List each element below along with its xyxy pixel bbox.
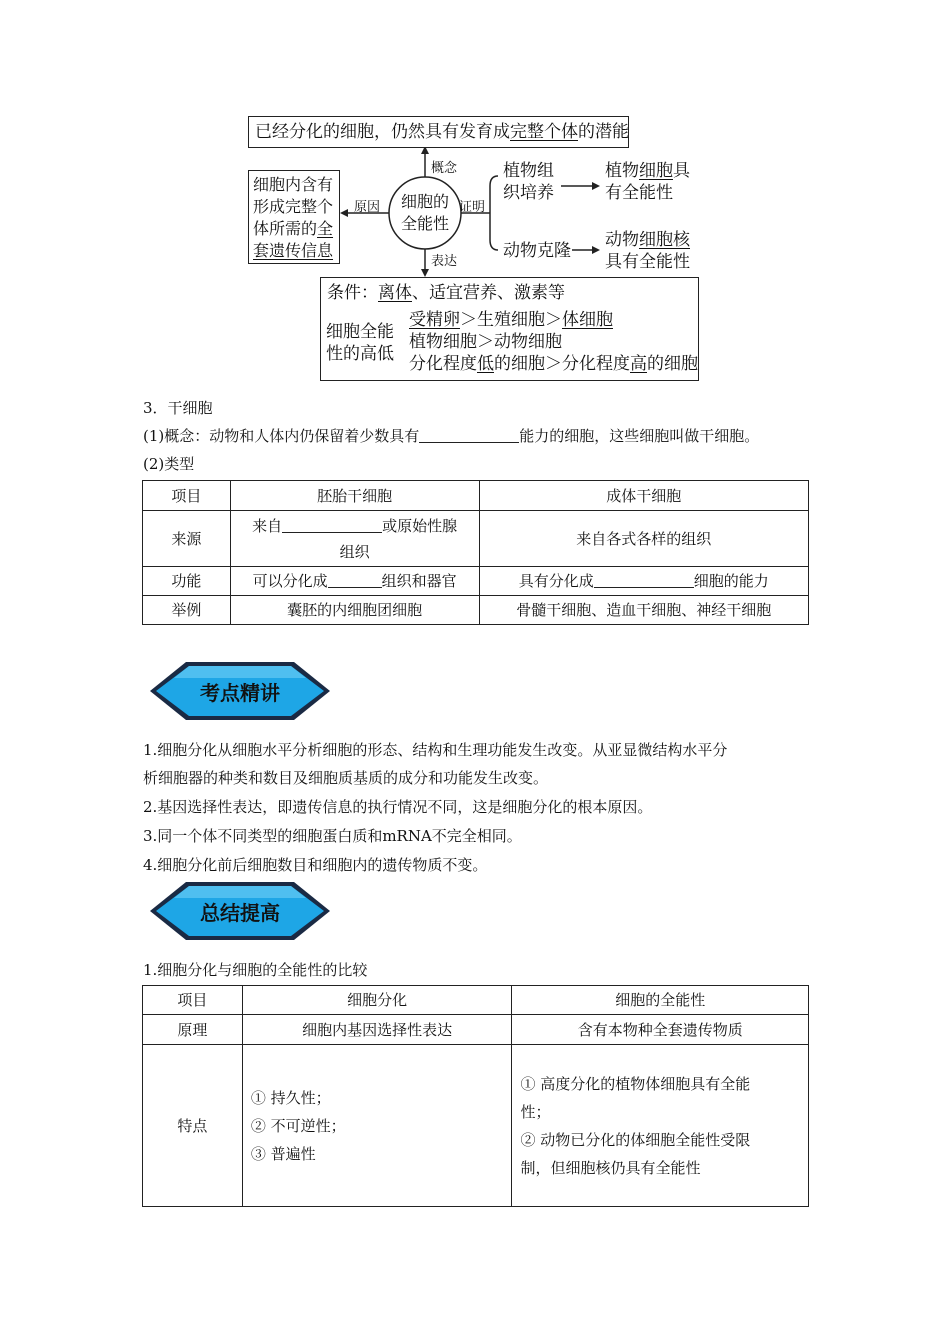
condition-rest: 、适宜营养、激素等 <box>412 283 565 303</box>
row3-c: 的细胞 <box>647 354 698 374</box>
concept-text <box>255 121 629 143</box>
level-label2: 性的高低 <box>326 344 394 364</box>
center-label <box>398 191 452 235</box>
plant-right1-pre: 植物 <box>605 161 639 181</box>
function-post: 组织和器官 <box>381 572 457 590</box>
cause-line4: 套遗传信息 <box>253 241 334 260</box>
table-header: 胚胎干细胞 <box>230 481 479 511</box>
fill-blank[interactable] <box>594 571 694 588</box>
source-post: 或原始性腺 <box>382 516 458 535</box>
table-row <box>143 986 809 1015</box>
table-row <box>143 511 809 567</box>
plant-right1-u: 细胞 <box>639 161 673 181</box>
table-header: 细胞的全能性 <box>512 986 809 1015</box>
stem-heading: 3．干细胞 <box>143 399 213 417</box>
label-cause: 原因 <box>354 200 381 215</box>
table-cell: 特点 <box>143 1045 243 1207</box>
point-1b: 析细胞器的种类和数目及细胞质基质的成分和功能发生改变。 <box>143 769 549 787</box>
stem-type-heading: (2)类型 <box>143 455 195 473</box>
cause-text <box>253 174 339 262</box>
table-header: 成体干细胞 <box>479 481 809 511</box>
key-points-banner <box>146 658 334 724</box>
trait-3: ③ 普遍性 <box>250 1144 316 1163</box>
expression-condition <box>327 282 565 304</box>
level-row1 <box>409 309 698 331</box>
animal-right2: 具有全能性 <box>605 252 690 272</box>
row3-u1: 低 <box>477 354 494 374</box>
table-header: 项目 <box>143 481 231 511</box>
table-cell: 功能 <box>143 567 231 596</box>
table-header: 细胞分化 <box>242 986 512 1015</box>
table-cell: 原理 <box>143 1015 243 1045</box>
table-cell <box>512 1045 809 1207</box>
animal-result <box>605 229 690 273</box>
table-header: 项目 <box>143 986 243 1015</box>
stem-cell-table <box>142 480 809 625</box>
totipotency-2b: 制，但细胞核仍具有全能性 <box>520 1158 701 1177</box>
table-cell <box>230 567 479 596</box>
row3-u2: 高 <box>630 354 647 374</box>
banner-title: 总结提高 <box>200 901 280 925</box>
center-line2: 全能性 <box>400 214 449 233</box>
function-adult-post: 细胞的能力 <box>693 572 769 590</box>
cause-line2: 形成完整个 <box>253 197 334 216</box>
table-cell <box>479 567 809 596</box>
point-4: 4.细胞分化前后细胞数目和细胞内的遗传物质不变。 <box>143 856 488 874</box>
table-row <box>143 1015 809 1045</box>
summary-banner <box>146 878 334 944</box>
row1-u2: 体细胞 <box>562 310 613 330</box>
stem-concept-pre: (1)概念：动物和人体内仍保留着少数具有 <box>143 427 420 445</box>
table-row <box>143 567 809 596</box>
row1-mid: ＞生殖细胞＞ <box>460 310 562 330</box>
animal-right1-pre: 动物 <box>605 230 639 250</box>
table-cell <box>242 1045 512 1207</box>
source-line2: 组织 <box>339 542 370 561</box>
plant-left2: 织培养 <box>503 183 554 203</box>
stem-concept <box>143 426 759 446</box>
fill-blank[interactable] <box>419 426 519 443</box>
point-2: 2.基因选择性表达，即遗传信息的执行情况不同，这是细胞分化的根本原因。 <box>143 798 653 816</box>
row1-u1: 受精卵 <box>409 310 460 330</box>
plant-right1-post: 具 <box>673 161 690 181</box>
condition-label: 条件： <box>327 283 378 303</box>
cause-line3-u: 全 <box>317 219 334 238</box>
center-line1: 细胞的 <box>400 192 449 211</box>
point-1a: 1.细胞分化从细胞水平分析细胞的形态、结构和生理功能发生改变。从亚显微结构水平分 <box>143 741 728 759</box>
expression-level-label <box>326 321 394 365</box>
table-cell: 举例 <box>143 596 231 625</box>
plant-left1: 植物组 <box>503 161 554 181</box>
table-cell: 骨髓干细胞、造血干细胞、神经干细胞 <box>479 596 809 625</box>
trait-2: ② 不可逆性； <box>250 1116 346 1135</box>
table-cell: 细胞内基因选择性表达 <box>242 1015 512 1045</box>
table-cell: 含有本物种全套遗传物质 <box>512 1015 809 1045</box>
totipotency-2a: ② 动物已分化的体细胞全能性受限 <box>520 1130 751 1149</box>
animal-right1-u: 细胞核 <box>639 230 690 250</box>
condition-u: 离体 <box>378 283 412 303</box>
concept-text-pre: 已经分化的细胞，仍然具有发育成 <box>255 122 510 142</box>
animal-right1 <box>605 229 690 251</box>
expression-levels <box>409 309 698 375</box>
table-cell: 来自各式各样的组织 <box>479 511 809 567</box>
level-row2: 植物细胞＞动物细胞 <box>409 332 562 352</box>
plant-right2: 有全能性 <box>605 183 673 203</box>
plant-right1 <box>605 160 690 182</box>
cause-line1: 细胞内含有 <box>253 175 334 194</box>
cause-line3 <box>253 218 339 240</box>
plant-result <box>605 160 690 204</box>
totipotency-1a: ① 高度分化的植物体细胞具有全能 <box>520 1074 751 1093</box>
table-cell <box>230 511 479 567</box>
banner-title: 考点精讲 <box>200 681 280 705</box>
trait-1: ① 持久性； <box>250 1088 331 1107</box>
label-proof: 证明 <box>459 200 486 215</box>
table-cell: 囊胚的内细胞团细胞 <box>230 596 479 625</box>
fill-blank[interactable] <box>282 516 382 533</box>
row3-a: 分化程度 <box>409 354 477 374</box>
totipotency-1b: 性； <box>520 1102 551 1121</box>
fill-blank[interactable] <box>328 571 382 588</box>
function-pre: 可以分化成 <box>252 572 328 590</box>
row3-b: 的细胞＞分化程度 <box>494 354 630 374</box>
table-row <box>143 1045 809 1207</box>
concept-text-underlined: 完整个体 <box>510 122 578 142</box>
source-pre: 来自 <box>252 516 283 535</box>
level-label1: 细胞全能 <box>326 322 394 342</box>
table-row <box>143 481 809 511</box>
function-adult-pre: 具有分化成 <box>518 572 594 590</box>
point-3: 3.同一个体不同类型的细胞蛋白质和mRNA不完全相同。 <box>143 827 522 845</box>
compare-heading: 1.细胞分化与细胞的全能性的比较 <box>143 961 368 979</box>
label-expression: 表达 <box>431 254 458 269</box>
animal-cloning: 动物克隆 <box>503 241 571 261</box>
table-cell: 来源 <box>143 511 231 567</box>
table-row <box>143 596 809 625</box>
level-row3 <box>409 353 698 375</box>
concept-text-post: 的潜能 <box>578 122 629 142</box>
stem-concept-post: 能力的细胞，这些细胞叫做干细胞。 <box>519 427 760 445</box>
label-concept: 概念 <box>431 161 458 176</box>
plant-tissue-culture <box>503 160 554 204</box>
comparison-table <box>142 985 809 1207</box>
cause-line3-pre: 体所需的 <box>253 219 318 238</box>
